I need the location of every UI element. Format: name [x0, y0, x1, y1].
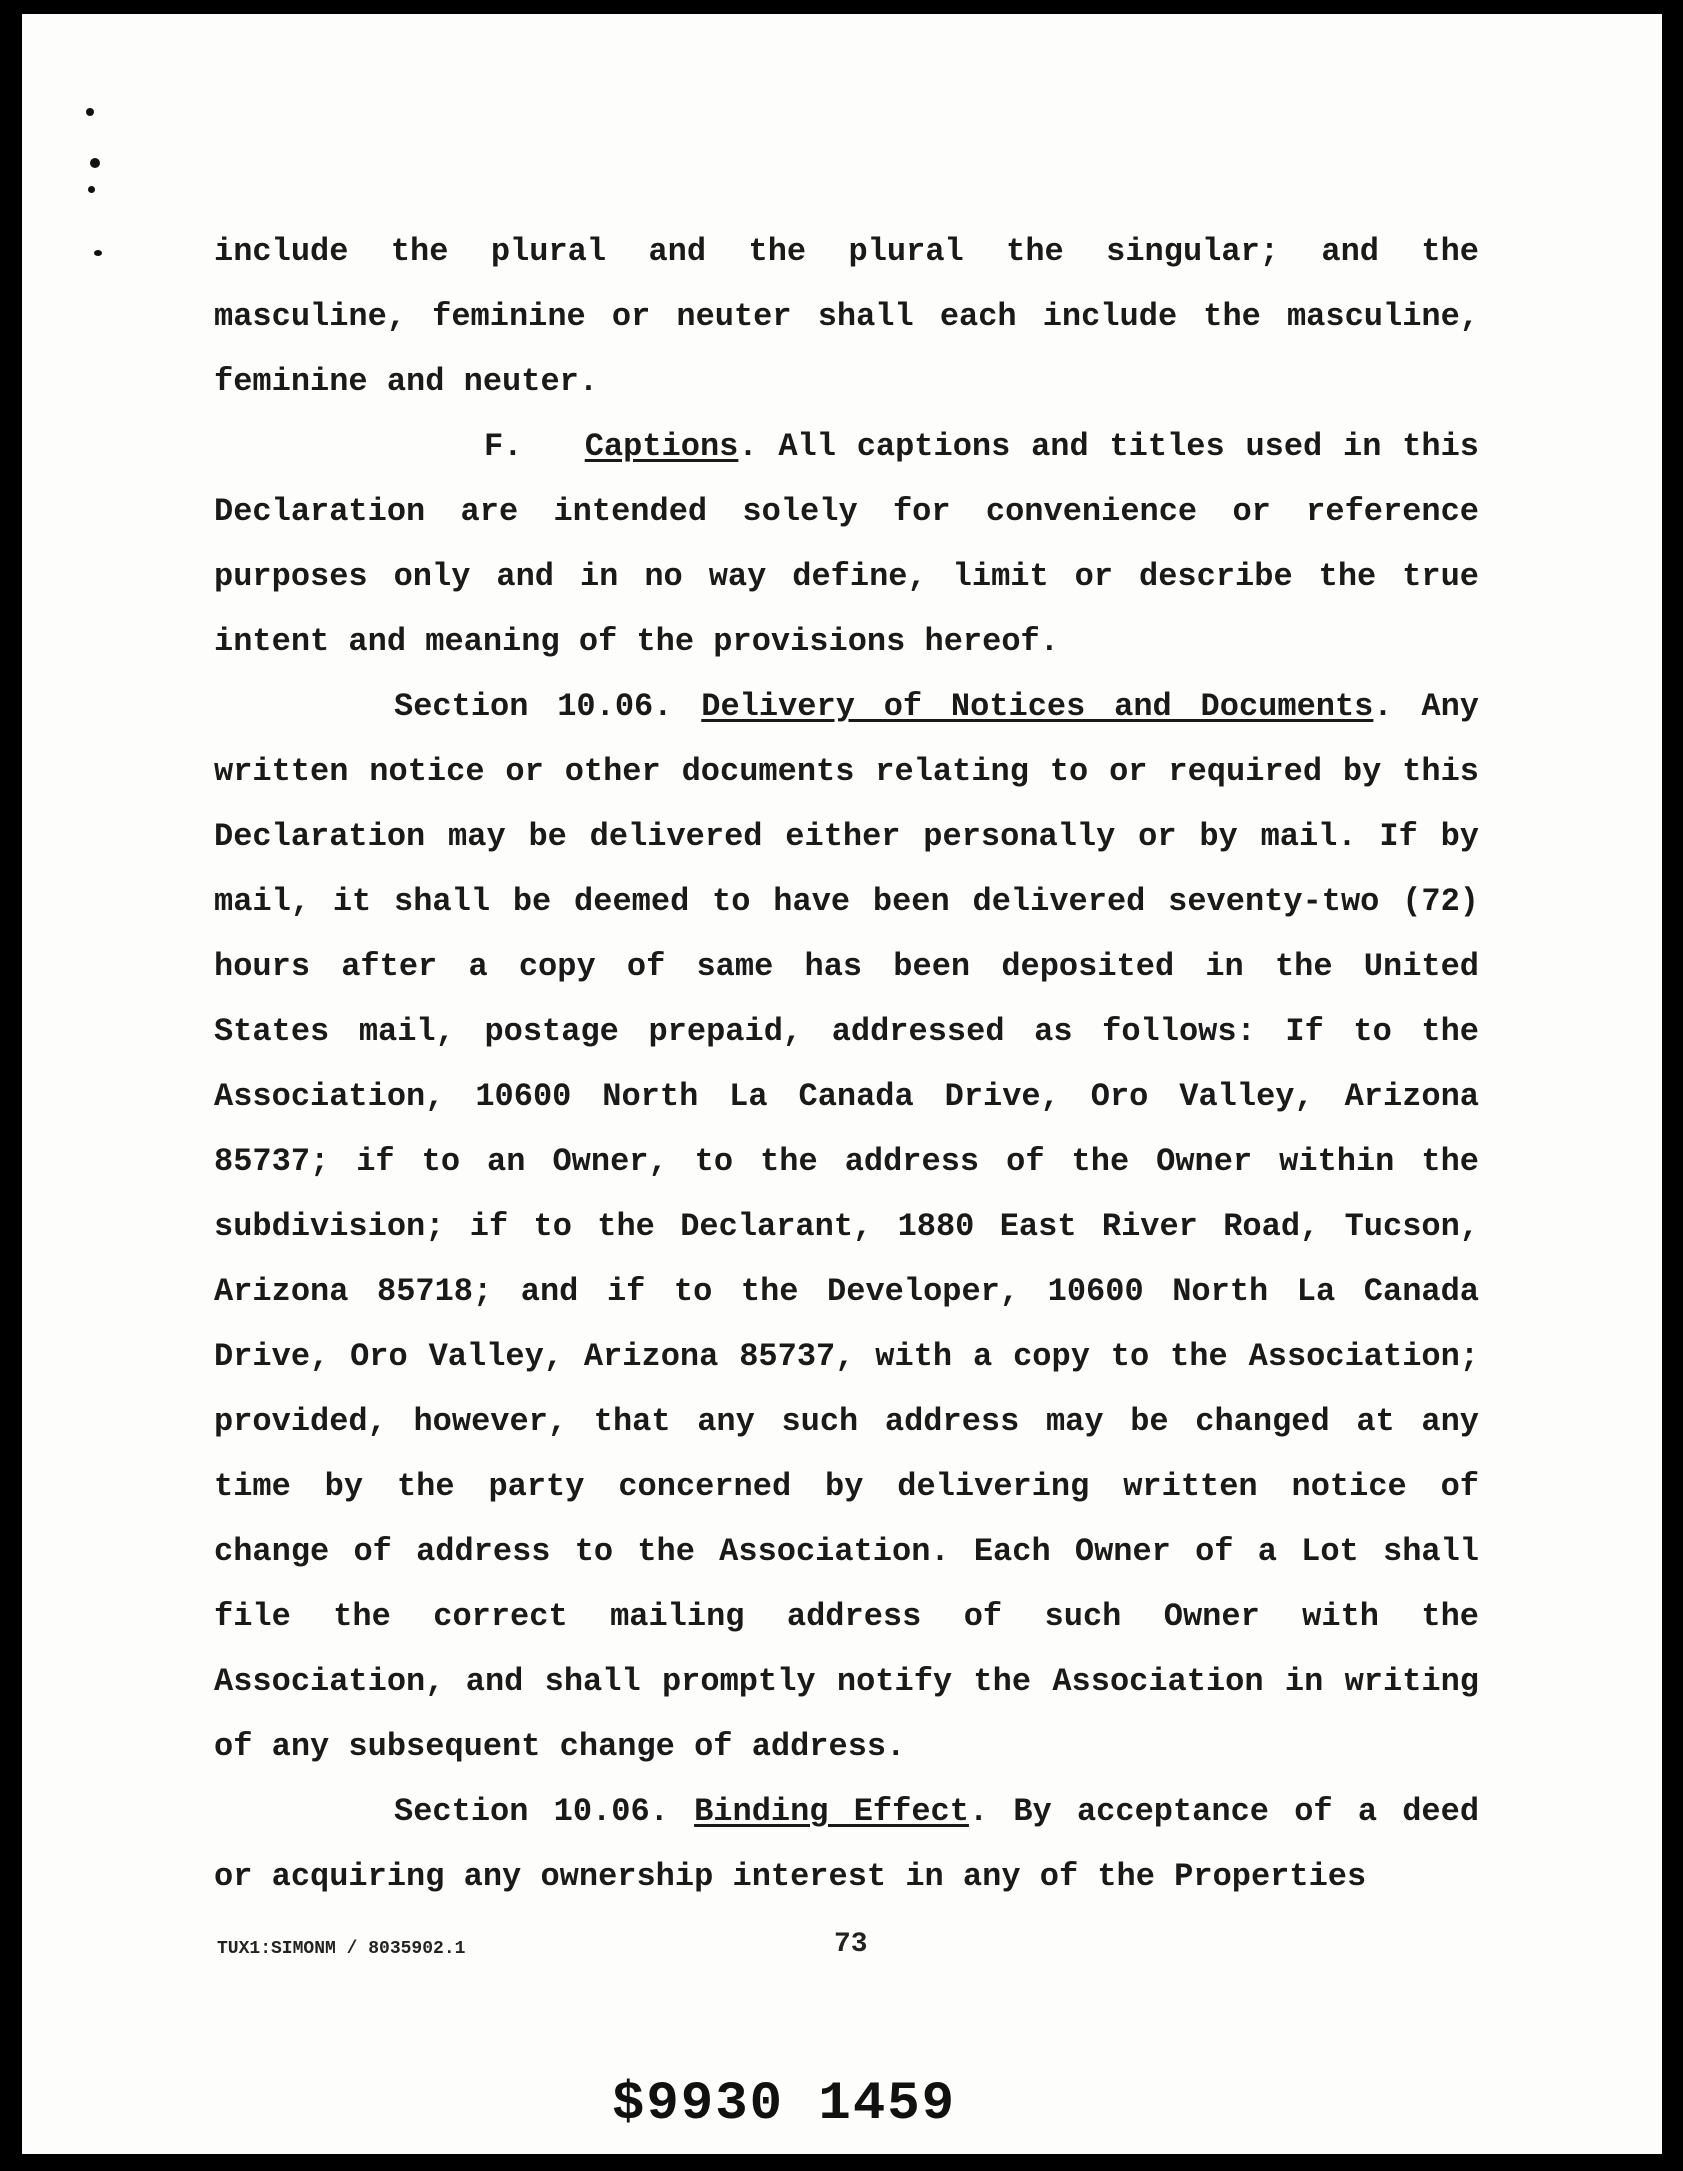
document-page — [22, 14, 1662, 2154]
stamp-mark: $ — [612, 2074, 647, 2135]
recording-stamp — [612, 2074, 956, 2135]
captions-label: F. — [484, 428, 523, 465]
scan-speck — [88, 186, 95, 193]
page-number: 73 — [834, 1929, 868, 1960]
section-label: Section 10.06. — [394, 1793, 669, 1830]
section-text: . By acceptance of a deed or acquiring any ownership interest in any of the Properties — [214, 1793, 1480, 1895]
scan-speck — [94, 250, 102, 256]
section-text: . Any written notice or other documents relating to or required by this Declaration may be delivered either personally or by mail. If by mail, it shall be deemed to have been delivered seventy-two (72) hours after a copy of same has been deposited in the United States mail, postage prepaid, addressed as follows: If to the Association, 10600 North La Canada Drive, Oro Valley, Arizona 85737; if to an Owner, to the address of the Owner within the subdivision; if to the Declarant, 1880 East River Road, Tucson, Arizona 85718; and if to the Developer, 10600 North La Canada Drive, Oro Valley, Arizona 85737, with a copy to the Association; provided, however, that any such address may be changed at any time by the party concerned by delivering written notice of change of address to the Association. Each Owner of a Lot shall file the correct mailing address of such Owner with the Association, and shall promptly notify the Association in writing of any subsequent change of address. — [214, 688, 1480, 1765]
paragraph-captions — [214, 414, 1479, 674]
captions-heading: Captions — [584, 428, 739, 465]
scan-speck — [86, 108, 94, 116]
section-label: Section 10.06. — [394, 688, 673, 725]
paragraph-binding-effect — [214, 1779, 1479, 1909]
document-id: TUX1:SIMONM / 8035902.1 — [217, 1939, 466, 1959]
scan-speck — [90, 158, 100, 168]
paragraph-delivery-of-notices — [214, 674, 1479, 1779]
document-body — [214, 219, 1479, 1909]
paragraph-continuation: include the plural and the plural the singular; and the masculine, feminine or neuter shall each include the masculine, feminine and neuter. — [214, 233, 1479, 400]
section-heading: Binding Effect — [694, 1793, 969, 1830]
section-heading: Delivery of Notices and Documents — [701, 688, 1374, 725]
captions-text: . All captions and titles used in this Declaration are intended solely for convenience or reference purposes only and in no way define, limit or describe the true intent and meaning of the provisions hereof. — [214, 428, 1480, 660]
recording-number: 9930 1459 — [646, 2074, 957, 2135]
